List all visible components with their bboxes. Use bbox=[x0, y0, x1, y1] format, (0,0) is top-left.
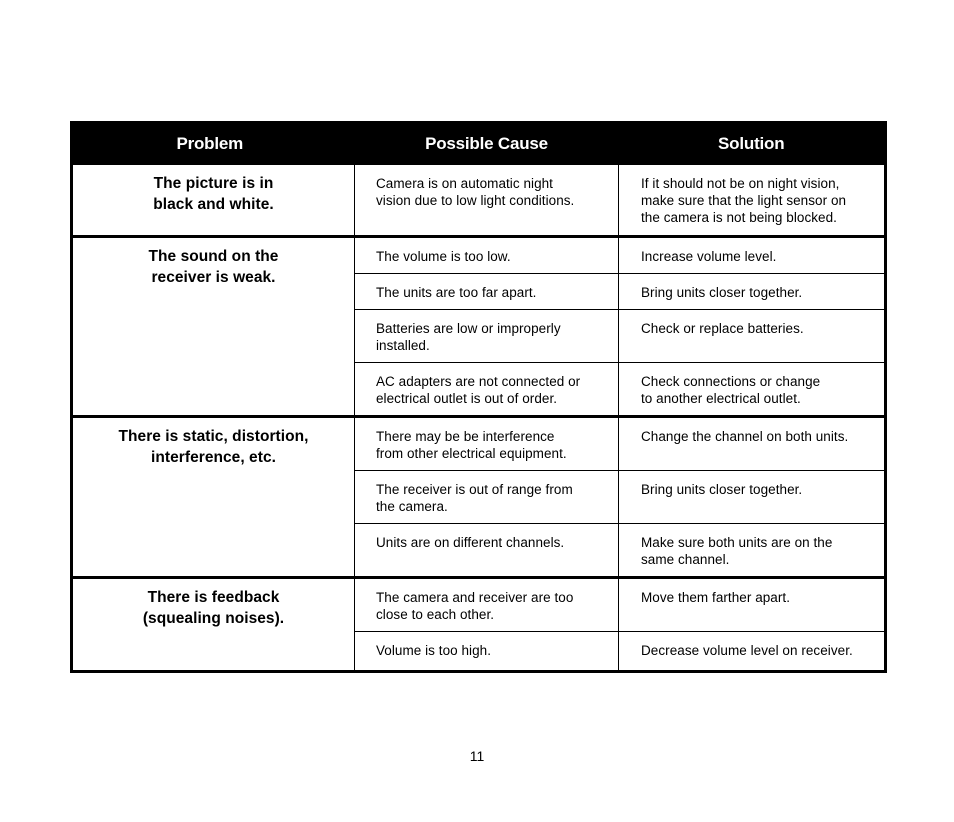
problem-text-line: black and white. bbox=[153, 196, 274, 213]
cause-text-line: vision due to low light conditions. bbox=[376, 193, 575, 208]
cause-cell bbox=[355, 164, 619, 236]
cause-cell bbox=[355, 273, 619, 309]
cause-text-line: Batteries are low or improperly bbox=[376, 320, 561, 336]
solution-cell bbox=[619, 273, 886, 309]
solution-text-line: same channel. bbox=[641, 551, 730, 567]
solution-text-line: Decrease volume level on receiver. bbox=[641, 642, 853, 658]
solution-cell bbox=[619, 470, 886, 523]
solution-cell bbox=[619, 164, 886, 236]
table-row bbox=[72, 236, 886, 273]
header-problem: Problem bbox=[72, 123, 355, 165]
cause-cell bbox=[355, 362, 619, 416]
cause-cell bbox=[355, 236, 619, 273]
solution-cell bbox=[619, 577, 886, 631]
cause-text-line: the camera. bbox=[376, 498, 448, 514]
cause-text-line: AC adapters are not connected or bbox=[376, 373, 581, 389]
cause-cell bbox=[355, 577, 619, 631]
solution-text-line: to another electrical outlet. bbox=[641, 390, 801, 406]
solution-text-line: Move them farther apart. bbox=[641, 589, 791, 605]
solution-text-line: the camera is not being blocked. bbox=[641, 210, 837, 225]
cause-text-line: The units are too far apart. bbox=[376, 284, 537, 300]
troubleshooting-table bbox=[70, 121, 887, 673]
problem-cell bbox=[72, 236, 355, 416]
header-solution: Solution bbox=[619, 123, 886, 165]
table-header-row bbox=[72, 123, 886, 165]
header-possible-cause: Possible Cause bbox=[355, 123, 619, 165]
solution-text-line: make sure that the light sensor on bbox=[641, 193, 847, 208]
problem-cell bbox=[72, 164, 355, 236]
problem-text-line: There is static, distortion, bbox=[118, 427, 309, 445]
solution-cell bbox=[619, 236, 886, 273]
cause-text-line: The volume is too low. bbox=[376, 248, 511, 264]
solution-cell bbox=[619, 523, 886, 577]
problem-text-line: interference, etc. bbox=[151, 448, 276, 466]
cause-text-line: Volume is too high. bbox=[376, 642, 492, 658]
cause-text-line: installed. bbox=[376, 337, 430, 353]
solution-cell bbox=[619, 631, 886, 671]
table-row bbox=[72, 416, 886, 470]
cause-text-line: The receiver is out of range from bbox=[376, 481, 573, 497]
table-row bbox=[72, 577, 886, 631]
solution-cell bbox=[619, 309, 886, 362]
problem-text-line: The picture is in bbox=[153, 175, 274, 192]
cause-text-line: electrical outlet is out of order. bbox=[376, 390, 558, 406]
page-number: 11 bbox=[469, 748, 485, 764]
cause-cell bbox=[355, 470, 619, 523]
problem-cell bbox=[72, 416, 355, 577]
cause-cell bbox=[355, 631, 619, 671]
solution-text-line: If it should not be on night vision, bbox=[641, 176, 840, 191]
cause-text-line: The camera and receiver are too bbox=[376, 589, 574, 605]
solution-cell bbox=[619, 362, 886, 416]
cause-text-line: close to each other. bbox=[376, 606, 495, 622]
cause-text-line: Units are on different channels. bbox=[376, 534, 565, 550]
solution-text-line: Change the channel on both units. bbox=[641, 428, 849, 444]
cause-cell bbox=[355, 416, 619, 470]
cause-cell bbox=[355, 309, 619, 362]
solution-text-line: Check connections or change bbox=[641, 373, 821, 389]
problem-text-line: There is feedback bbox=[147, 588, 280, 606]
solution-text-line: Bring units closer together. bbox=[641, 284, 803, 300]
problem-text-line: (squealing noises). bbox=[142, 609, 285, 627]
cause-cell bbox=[355, 523, 619, 577]
solution-text-line: Check or replace batteries. bbox=[641, 320, 804, 336]
cause-text-line: There may be be interference bbox=[376, 428, 555, 444]
solution-text-line: Increase volume level. bbox=[641, 248, 777, 264]
table-row bbox=[72, 164, 886, 236]
cause-text-line: from other electrical equipment. bbox=[376, 445, 567, 461]
solution-text-line: Make sure both units are on the bbox=[641, 534, 833, 550]
problem-text-line: receiver is weak. bbox=[151, 268, 276, 286]
problem-cell bbox=[72, 577, 355, 671]
problem-text-line: The sound on the bbox=[148, 247, 279, 265]
cause-text-line: Camera is on automatic night bbox=[376, 176, 553, 191]
solution-cell bbox=[619, 416, 886, 470]
solution-text-line: Bring units closer together. bbox=[641, 481, 803, 497]
